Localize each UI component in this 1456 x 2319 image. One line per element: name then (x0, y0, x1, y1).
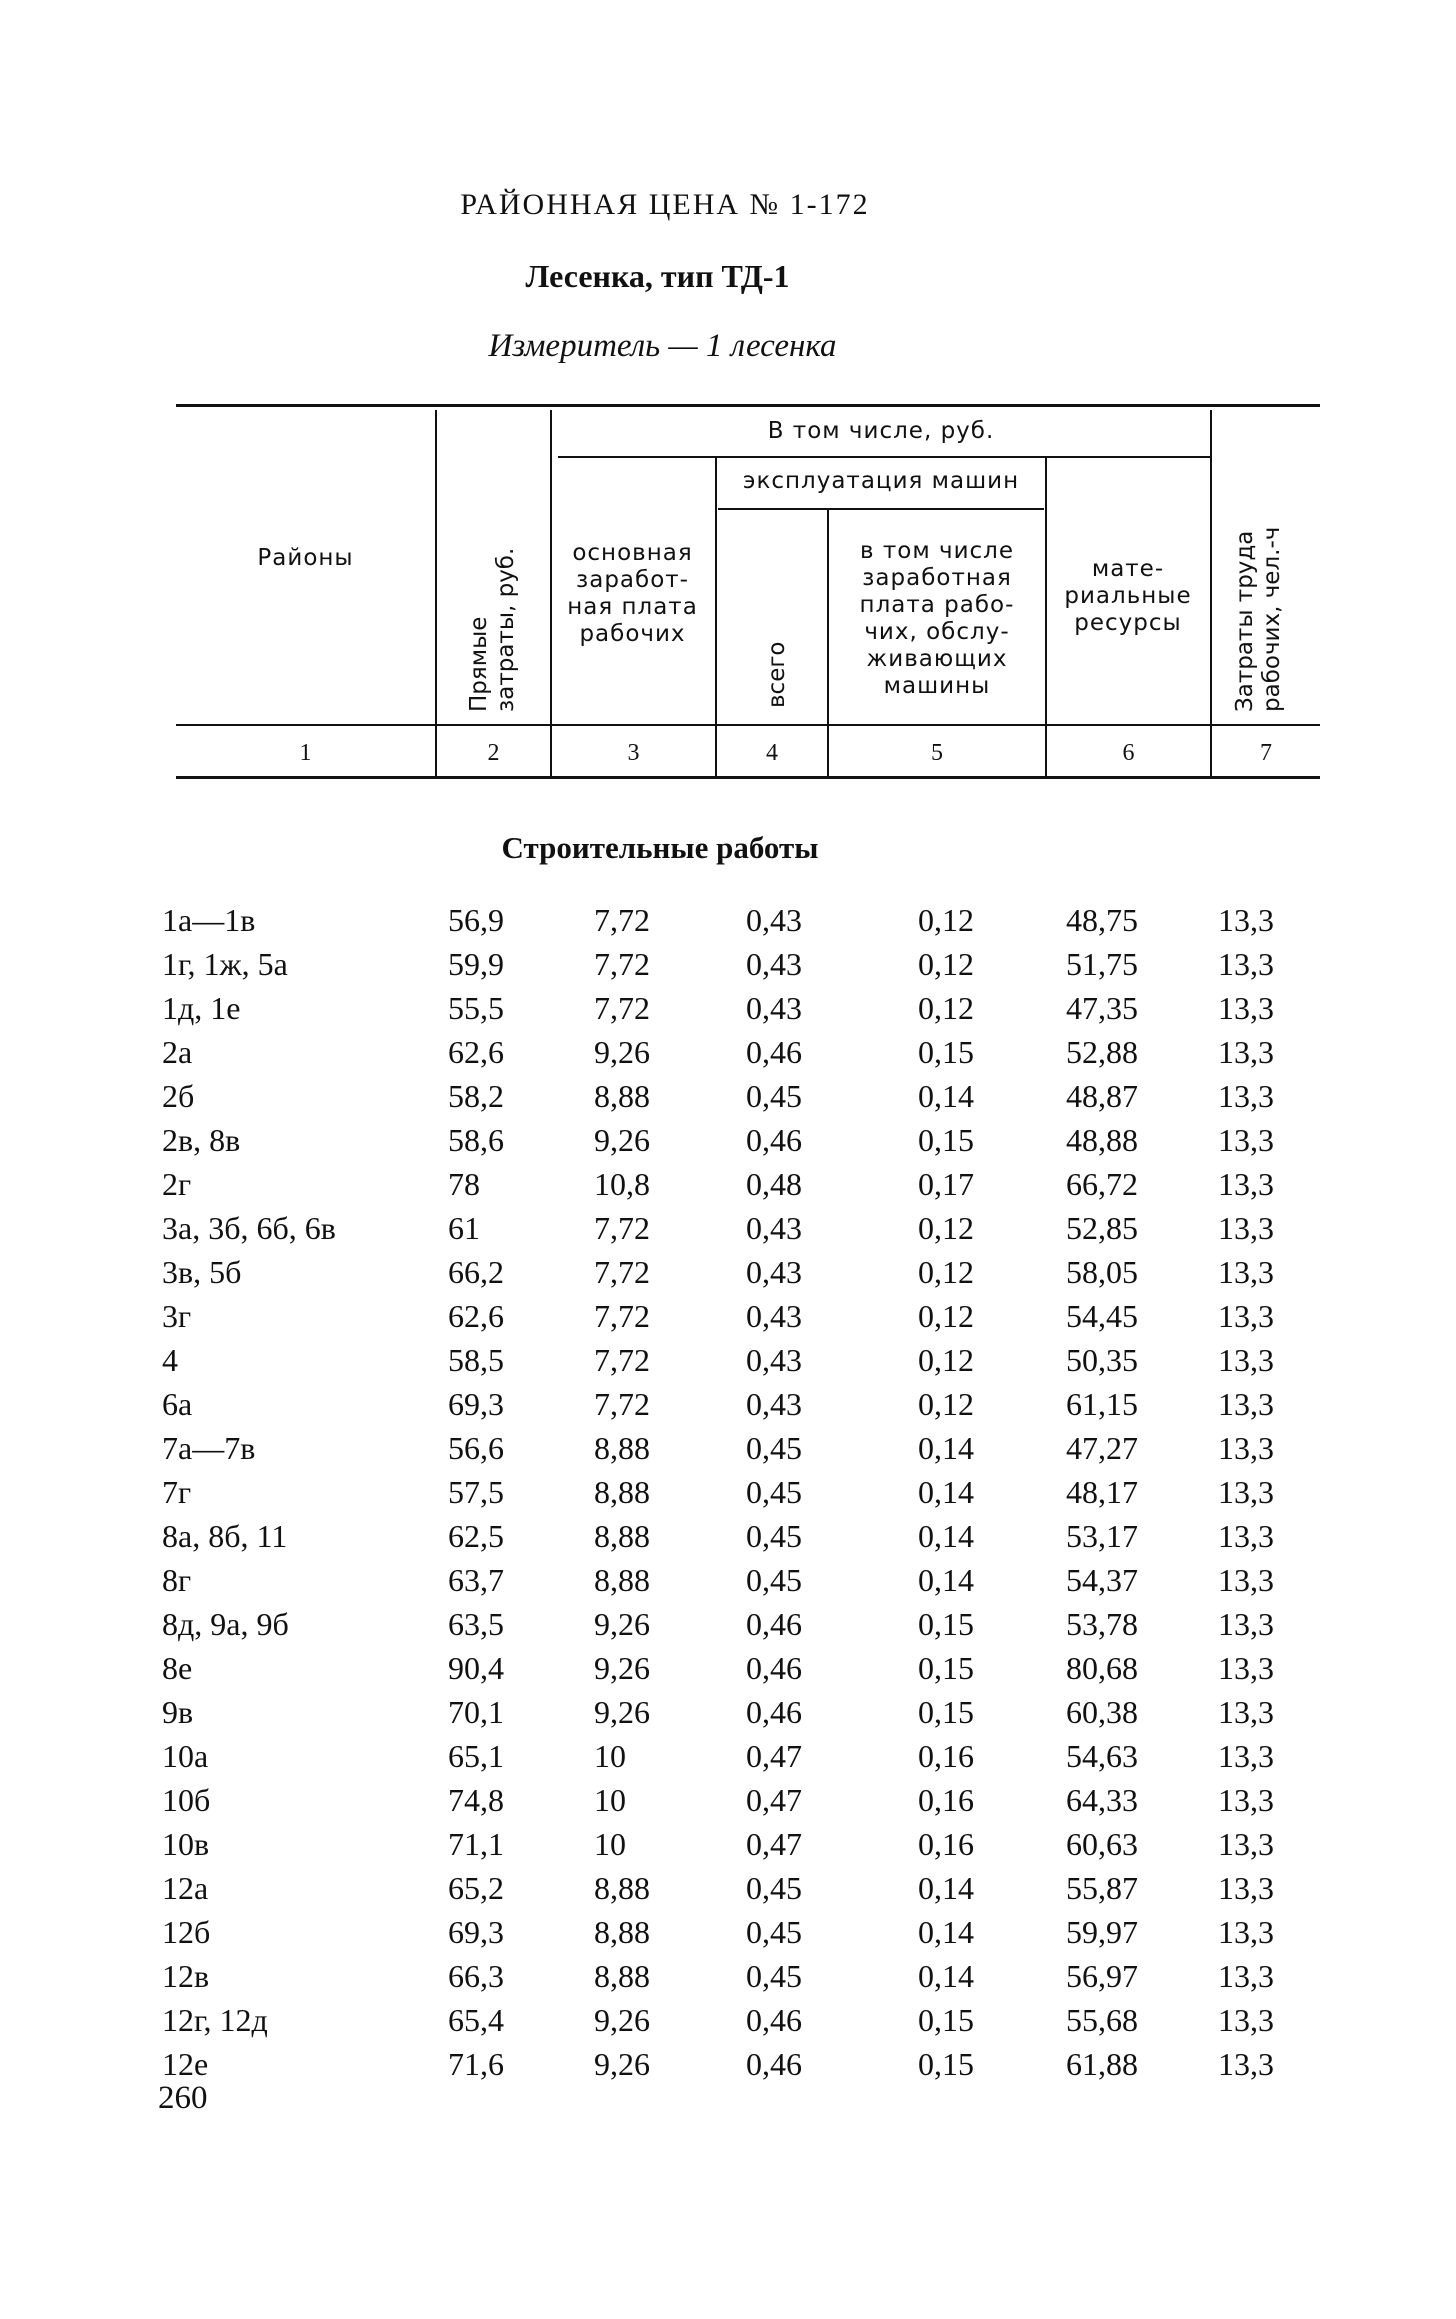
cell-machines-total: 0,46 (746, 1694, 802, 1730)
section-title: Строительные работы (501, 830, 819, 865)
header-including: В том числе, руб. (767, 418, 995, 444)
cell-direct-costs: 59,9 (448, 946, 504, 982)
cell-district: 2г (162, 1166, 192, 1202)
cell-labor: 13,3 (1218, 1518, 1274, 1554)
column-divider (715, 458, 717, 778)
cell-machines-wage: 0,17 (918, 1166, 974, 1202)
cell-labor: 13,3 (1218, 1958, 1274, 1994)
cell-machines-wage: 0,16 (918, 1826, 974, 1862)
table-row (0, 986, 1456, 1030)
cell-labor: 13,3 (1218, 1826, 1274, 1862)
cell-direct-costs: 70,1 (448, 1694, 504, 1730)
cell-machines-wage: 0,15 (918, 1122, 974, 1158)
header-incl-wage: в том числе заработная плата рабо-чих, обслу-живающих машины (859, 538, 1015, 699)
cell-machines-wage: 0,12 (918, 946, 974, 982)
cell-machines-total: 0,46 (746, 2046, 802, 2082)
table-row (0, 1206, 1456, 1250)
cell-materials: 48,88 (1066, 1122, 1138, 1158)
cell-materials: 48,17 (1066, 1474, 1138, 1510)
cell-direct-costs: 62,6 (448, 1298, 504, 1334)
cell-machines-wage: 0,12 (918, 1298, 974, 1334)
cell-base-wage: 8,88 (594, 1870, 650, 1906)
table-row (0, 1910, 1456, 1954)
cell-machines-wage: 0,14 (918, 1562, 974, 1598)
table-row (0, 1030, 1456, 1074)
cell-district: 1д, 1е (162, 990, 241, 1026)
cell-materials: 80,68 (1066, 1650, 1138, 1686)
cell-materials: 52,85 (1066, 1210, 1138, 1246)
cell-labor: 13,3 (1218, 1782, 1274, 1818)
cell-direct-costs: 62,6 (448, 1034, 504, 1070)
cell-direct-costs: 55,5 (448, 990, 504, 1026)
column-number: 5 (931, 740, 943, 766)
cell-machines-wage: 0,15 (918, 1606, 974, 1642)
cell-labor: 13,3 (1218, 1166, 1274, 1202)
cell-labor: 13,3 (1218, 1386, 1274, 1422)
cell-machines-wage: 0,12 (918, 1342, 974, 1378)
cell-base-wage: 7,72 (594, 990, 650, 1026)
cell-labor: 13,3 (1218, 1914, 1274, 1950)
header-districts: Районы (257, 545, 354, 571)
cell-direct-costs: 65,2 (448, 1870, 504, 1906)
measure-unit: Измеритель — 1 лесенка (488, 328, 837, 364)
cell-labor: 13,3 (1218, 1078, 1274, 1114)
page-number: 260 (158, 2080, 208, 2116)
cell-base-wage: 8,88 (594, 1430, 650, 1466)
cell-base-wage: 10 (594, 1782, 626, 1818)
cell-machines-wage: 0,12 (918, 990, 974, 1026)
cell-materials: 55,87 (1066, 1870, 1138, 1906)
cell-direct-costs: 71,6 (448, 2046, 504, 2082)
cell-base-wage: 9,26 (594, 1694, 650, 1730)
cell-machines-wage: 0,12 (918, 1254, 974, 1290)
cell-machines-total: 0,46 (746, 1606, 802, 1642)
column-divider (550, 410, 552, 778)
cell-base-wage: 10 (594, 1738, 626, 1774)
table-row (0, 1382, 1456, 1426)
cell-machines-wage: 0,15 (918, 1650, 974, 1686)
table-row (0, 1778, 1456, 1822)
table-row (0, 1998, 1456, 2042)
cell-materials: 60,63 (1066, 1826, 1138, 1862)
table-row (0, 942, 1456, 986)
cell-district: 12б (162, 1914, 211, 1950)
cell-machines-total: 0,45 (746, 1562, 802, 1598)
cell-labor: 13,3 (1218, 990, 1274, 1026)
cell-district: 7г (162, 1474, 192, 1510)
cell-base-wage: 9,26 (594, 1606, 650, 1642)
cell-direct-costs: 69,3 (448, 1386, 504, 1422)
cell-machines-total: 0,43 (746, 1210, 802, 1246)
cell-materials: 48,87 (1066, 1078, 1138, 1114)
cell-labor: 13,3 (1218, 946, 1274, 982)
cell-district: 8д, 9а, 9б (162, 1606, 289, 1642)
table-row (0, 1866, 1456, 1910)
table-row (0, 1250, 1456, 1294)
cell-base-wage: 10,8 (594, 1166, 650, 1202)
cell-direct-costs: 58,2 (448, 1078, 504, 1114)
cell-base-wage: 10 (594, 1826, 626, 1862)
cell-district: 4 (162, 1342, 178, 1378)
cell-base-wage: 8,88 (594, 1078, 650, 1114)
header-bottom-rule (176, 724, 1320, 726)
cell-machines-total: 0,47 (746, 1782, 802, 1818)
cell-machines-total: 0,45 (746, 1958, 802, 1994)
cell-machines-wage: 0,14 (918, 1870, 974, 1906)
cell-labor: 13,3 (1218, 1342, 1274, 1378)
cell-machines-total: 0,45 (746, 1430, 802, 1466)
cell-machines-total: 0,43 (746, 1298, 802, 1334)
cell-direct-costs: 74,8 (448, 1782, 504, 1818)
cell-direct-costs: 78 (448, 1166, 480, 1202)
cell-labor: 13,3 (1218, 1474, 1274, 1510)
cell-labor: 13,3 (1218, 1562, 1274, 1598)
table-row (0, 1690, 1456, 1734)
cell-materials: 59,97 (1066, 1914, 1138, 1950)
column-divider (827, 510, 829, 778)
cell-materials: 54,45 (1066, 1298, 1138, 1334)
table-row (0, 898, 1456, 942)
cell-base-wage: 8,88 (594, 1914, 650, 1950)
cell-machines-total: 0,47 (746, 1738, 802, 1774)
cell-base-wage: 7,72 (594, 1254, 650, 1290)
table-row (0, 1514, 1456, 1558)
cell-direct-costs: 61 (448, 1210, 480, 1246)
cell-labor: 13,3 (1218, 1606, 1274, 1642)
cell-machines-total: 0,46 (746, 1650, 802, 1686)
header-base-wage: основная заработ-ная плата рабочих (567, 540, 698, 647)
table-row (0, 1338, 1456, 1382)
cell-materials: 53,78 (1066, 1606, 1138, 1642)
cell-machines-wage: 0,16 (918, 1782, 974, 1818)
cell-district: 2б (162, 1078, 195, 1114)
cell-machines-total: 0,45 (746, 1078, 802, 1114)
table-row (0, 1426, 1456, 1470)
cell-machines-total: 0,43 (746, 1386, 802, 1422)
cell-machines-wage: 0,12 (918, 902, 974, 938)
cell-district: 12а (162, 1870, 209, 1906)
table-row (0, 1074, 1456, 1118)
table-row (0, 1118, 1456, 1162)
cell-materials: 47,35 (1066, 990, 1138, 1026)
cell-machines-total: 0,43 (746, 946, 802, 982)
cell-direct-costs: 66,3 (448, 1958, 504, 1994)
cell-machines-wage: 0,16 (918, 1738, 974, 1774)
cell-base-wage: 9,26 (594, 1122, 650, 1158)
column-number: 1 (299, 740, 312, 766)
cell-district: 8г (162, 1562, 192, 1598)
cell-materials: 64,33 (1066, 1782, 1138, 1818)
cell-direct-costs: 56,9 (448, 902, 504, 938)
table-row (0, 1602, 1456, 1646)
cell-labor: 13,3 (1218, 1738, 1274, 1774)
header-direct-costs: Прямые затраты, руб. (466, 547, 519, 712)
cell-labor: 13,3 (1218, 1870, 1274, 1906)
cell-district: 2в, 8в (162, 1122, 241, 1158)
cell-materials: 53,17 (1066, 1518, 1138, 1554)
table-row (0, 1646, 1456, 1690)
column-number: 6 (1122, 740, 1135, 766)
cell-materials: 54,63 (1066, 1738, 1138, 1774)
cell-machines-wage: 0,14 (918, 1474, 974, 1510)
cell-district: 1а—1в (162, 902, 256, 938)
cell-direct-costs: 56,6 (448, 1430, 504, 1466)
cell-direct-costs: 65,1 (448, 1738, 504, 1774)
cell-materials: 52,88 (1066, 1034, 1138, 1070)
cell-machines-total: 0,43 (746, 1254, 802, 1290)
cell-district: 2а (162, 1034, 193, 1070)
header-total: всего (764, 641, 790, 708)
table-top-rule (176, 404, 1320, 407)
cell-labor: 13,3 (1218, 2002, 1274, 2038)
cell-labor: 13,3 (1218, 1298, 1274, 1334)
cell-base-wage: 7,72 (594, 946, 650, 982)
cell-district: 8е (162, 1650, 193, 1686)
cell-district: 10б (162, 1782, 211, 1818)
column-divider (1045, 458, 1047, 778)
cell-direct-costs: 63,5 (448, 1606, 504, 1642)
cell-labor: 13,3 (1218, 2046, 1274, 2082)
cell-machines-total: 0,43 (746, 1342, 802, 1378)
table-row (0, 1294, 1456, 1338)
cell-materials: 55,68 (1066, 2002, 1138, 2038)
page-subtitle: Лесенка, тип ТД-1 (525, 258, 790, 294)
column-number: 4 (766, 740, 778, 766)
cell-machines-wage: 0,12 (918, 1210, 974, 1246)
cell-materials: 66,72 (1066, 1166, 1138, 1202)
cell-labor: 13,3 (1218, 1650, 1274, 1686)
page-title: РАЙОННАЯ ЦЕНА № 1-172 (460, 188, 870, 221)
cell-labor: 13,3 (1218, 1210, 1274, 1246)
cell-materials: 54,37 (1066, 1562, 1138, 1598)
cell-materials: 58,05 (1066, 1254, 1138, 1290)
cell-machines-wage: 0,12 (918, 1386, 974, 1422)
cell-materials: 51,75 (1066, 946, 1138, 982)
cell-base-wage: 9,26 (594, 2002, 650, 2038)
cell-labor: 13,3 (1218, 1254, 1274, 1290)
cell-machines-total: 0,48 (746, 1166, 802, 1202)
cell-direct-costs: 65,4 (448, 2002, 504, 2038)
table-row (0, 1162, 1456, 1206)
column-divider (435, 410, 437, 778)
cell-labor: 13,3 (1218, 1430, 1274, 1466)
cell-direct-costs: 66,2 (448, 1254, 504, 1290)
cell-district: 6а (162, 1386, 193, 1422)
cell-base-wage: 7,72 (594, 1342, 650, 1378)
column-number: 3 (627, 740, 640, 766)
cell-machines-wage: 0,15 (918, 2002, 974, 2038)
cell-machines-wage: 0,14 (918, 1518, 974, 1554)
cell-direct-costs: 58,6 (448, 1122, 504, 1158)
column-divider (1210, 410, 1212, 778)
cell-direct-costs: 63,7 (448, 1562, 504, 1598)
cell-base-wage: 9,26 (594, 1650, 650, 1686)
cell-district: 12в (162, 1958, 210, 1994)
cell-labor: 13,3 (1218, 1122, 1274, 1158)
cell-district: 7а—7в (162, 1430, 256, 1466)
cell-materials: 48,75 (1066, 902, 1138, 938)
cell-district: 12г, 12д (162, 2002, 268, 2038)
cell-materials: 61,15 (1066, 1386, 1138, 1422)
table-row (0, 2042, 1456, 2086)
cell-direct-costs: 58,5 (448, 1342, 504, 1378)
cell-district: 3а, 3б, 6б, 6в (162, 1210, 336, 1246)
cell-machines-total: 0,47 (746, 1826, 802, 1862)
cell-machines-wage: 0,15 (918, 1034, 974, 1070)
cell-district: 10в (162, 1826, 210, 1862)
cell-machines-wage: 0,15 (918, 1694, 974, 1730)
cell-base-wage: 9,26 (594, 1034, 650, 1070)
cell-machines-total: 0,45 (746, 1914, 802, 1950)
column-number: 2 (487, 740, 500, 766)
header-machine-operation: эксплуатация машин (742, 468, 1020, 494)
cell-direct-costs: 57,5 (448, 1474, 504, 1510)
cell-labor: 13,3 (1218, 902, 1274, 938)
cell-base-wage: 8,88 (594, 1474, 650, 1510)
cell-base-wage: 7,72 (594, 1386, 650, 1422)
machines-underline (718, 508, 1044, 510)
cell-machines-wage: 0,15 (918, 2046, 974, 2082)
cell-direct-costs: 71,1 (448, 1826, 504, 1862)
cell-machines-total: 0,45 (746, 1518, 802, 1554)
cell-labor: 13,3 (1218, 1034, 1274, 1070)
table-row (0, 1734, 1456, 1778)
cell-materials: 47,27 (1066, 1430, 1138, 1466)
cell-base-wage: 8,88 (594, 1958, 650, 1994)
cell-machines-total: 0,46 (746, 1122, 802, 1158)
cell-materials: 60,38 (1066, 1694, 1138, 1730)
cell-machines-total: 0,46 (746, 2002, 802, 2038)
cell-base-wage: 7,72 (594, 902, 650, 938)
cell-base-wage: 8,88 (594, 1518, 650, 1554)
table-row (0, 1558, 1456, 1602)
cell-base-wage: 8,88 (594, 1562, 650, 1598)
including-underline (558, 456, 1210, 458)
cell-direct-costs: 90,4 (448, 1650, 504, 1686)
cell-machines-wage: 0,14 (918, 1958, 974, 1994)
table-row (0, 1822, 1456, 1866)
cell-labor: 13,3 (1218, 1694, 1274, 1730)
cell-district: 10а (162, 1738, 209, 1774)
header-materials: мате-риальные ресурсы (1064, 556, 1192, 636)
cell-district: 12е (162, 2046, 209, 2082)
cell-materials: 61,88 (1066, 2046, 1138, 2082)
table-row (0, 1954, 1456, 1998)
cell-machines-wage: 0,14 (918, 1078, 974, 1114)
column-number: 7 (1260, 740, 1272, 766)
cell-district: 1г, 1ж, 5а (162, 946, 288, 982)
cell-direct-costs: 69,3 (448, 1914, 504, 1950)
cell-base-wage: 7,72 (594, 1210, 650, 1246)
header-labor: Затраты труда рабочих, чел.-ч (1232, 526, 1285, 712)
cell-district: 9в (162, 1694, 194, 1730)
cell-machines-wage: 0,14 (918, 1430, 974, 1466)
cell-district: 3в, 5б (162, 1254, 242, 1290)
table-column-numbers-rule (176, 776, 1320, 779)
cell-district: 8а, 8б, 11 (162, 1518, 288, 1554)
cell-base-wage: 7,72 (594, 1298, 650, 1334)
table-row (0, 1470, 1456, 1514)
cell-machines-total: 0,45 (746, 1870, 802, 1906)
cell-direct-costs: 62,5 (448, 1518, 504, 1554)
cell-machines-total: 0,45 (746, 1474, 802, 1510)
cell-machines-total: 0,43 (746, 990, 802, 1026)
cell-machines-total: 0,46 (746, 1034, 802, 1070)
cell-base-wage: 9,26 (594, 2046, 650, 2082)
cell-machines-wage: 0,14 (918, 1914, 974, 1950)
cell-materials: 56,97 (1066, 1958, 1138, 1994)
cell-machines-total: 0,43 (746, 902, 802, 938)
cell-district: 3г (162, 1298, 192, 1334)
cell-materials: 50,35 (1066, 1342, 1138, 1378)
